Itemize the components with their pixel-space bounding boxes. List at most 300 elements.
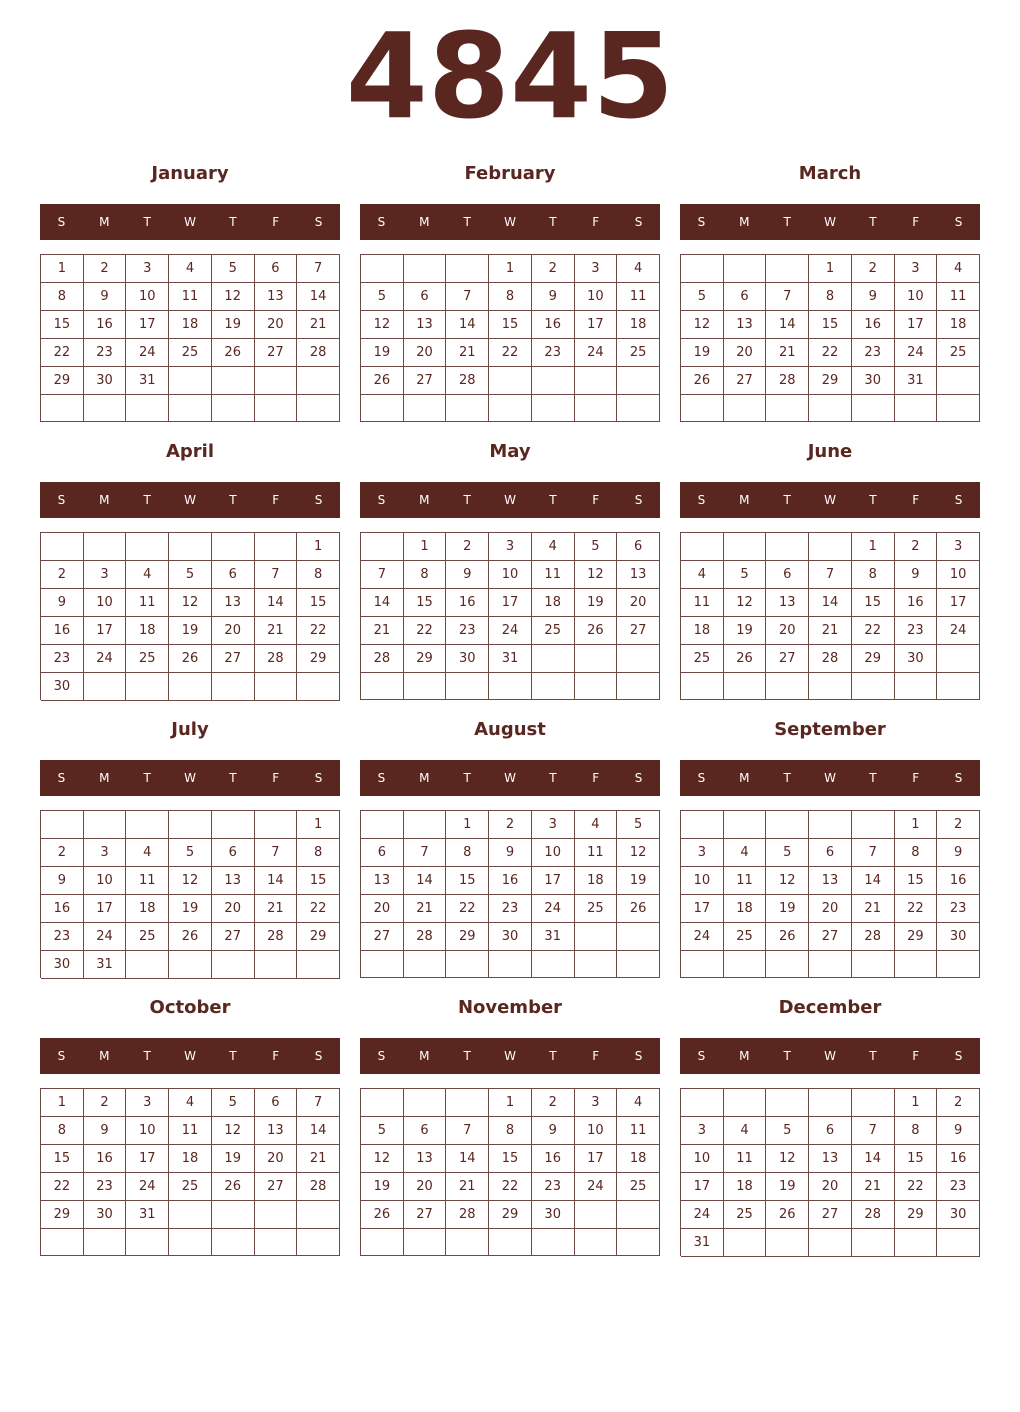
empty-cell <box>724 1089 767 1117</box>
day-cell: 1 <box>404 533 447 561</box>
weekday-label: F <box>592 493 600 507</box>
empty-cell <box>617 1201 660 1229</box>
day-cell: 23 <box>41 645 84 673</box>
day-cell: 2 <box>489 811 532 839</box>
weekday-header <box>360 204 660 240</box>
weekday-header <box>40 760 340 796</box>
day-cell: 28 <box>297 1173 340 1201</box>
weekday-label: S <box>57 493 66 507</box>
day-cell: 25 <box>724 1201 767 1229</box>
empty-cell <box>532 951 575 978</box>
empty-cell <box>937 395 980 422</box>
day-cell: 6 <box>404 1117 447 1145</box>
day-cell: 9 <box>41 867 84 895</box>
day-cell: 10 <box>84 867 127 895</box>
day-cell: 10 <box>126 283 169 311</box>
weekday-label: M <box>99 771 110 785</box>
weekday-header <box>680 1038 980 1074</box>
day-cell: 10 <box>126 1117 169 1145</box>
weekday-label: W <box>504 771 516 785</box>
weekday-label: S <box>954 771 963 785</box>
empty-cell <box>681 811 724 839</box>
day-cell: 14 <box>404 867 447 895</box>
day-cell: 9 <box>84 1117 127 1145</box>
empty-cell <box>575 923 618 951</box>
empty-cell <box>41 1229 84 1256</box>
day-cell: 6 <box>766 561 809 589</box>
day-cell: 15 <box>809 311 852 339</box>
empty-cell <box>766 1229 809 1257</box>
day-cell: 2 <box>41 839 84 867</box>
day-cell: 26 <box>361 367 404 395</box>
weekday-label: T <box>463 1049 471 1063</box>
empty-cell <box>297 1201 340 1229</box>
day-grid <box>360 810 660 978</box>
empty-cell <box>724 811 767 839</box>
day-cell: 21 <box>297 311 340 339</box>
day-cell: 3 <box>84 561 127 589</box>
empty-cell <box>937 951 980 978</box>
day-cell: 17 <box>575 311 618 339</box>
empty-cell <box>489 1229 532 1256</box>
day-cell: 22 <box>895 895 938 923</box>
empty-cell <box>852 1089 895 1117</box>
empty-cell <box>126 395 169 422</box>
day-cell: 28 <box>852 923 895 951</box>
empty-cell <box>255 533 298 561</box>
empty-cell <box>681 673 724 700</box>
day-cell: 23 <box>937 1173 980 1201</box>
weekday-label: T <box>143 771 151 785</box>
empty-cell <box>575 951 618 978</box>
day-cell: 10 <box>532 839 575 867</box>
day-cell: 12 <box>575 561 618 589</box>
day-grid <box>360 532 660 700</box>
day-cell: 28 <box>446 1201 489 1229</box>
day-cell: 30 <box>532 1201 575 1229</box>
day-cell: 4 <box>937 255 980 283</box>
empty-cell <box>446 1089 489 1117</box>
day-cell: 5 <box>766 839 809 867</box>
day-cell: 25 <box>724 923 767 951</box>
day-cell: 30 <box>895 645 938 673</box>
empty-cell <box>575 395 618 422</box>
day-cell: 11 <box>724 1145 767 1173</box>
empty-cell <box>532 645 575 673</box>
day-cell: 1 <box>809 255 852 283</box>
weekday-label: M <box>419 493 430 507</box>
day-cell: 22 <box>852 617 895 645</box>
day-cell: 25 <box>575 895 618 923</box>
day-cell: 5 <box>361 1117 404 1145</box>
empty-cell <box>809 533 852 561</box>
day-cell: 2 <box>84 255 127 283</box>
day-cell: 24 <box>937 617 980 645</box>
weekday-label: W <box>184 1049 196 1063</box>
weekday-label: F <box>272 215 280 229</box>
empty-cell <box>852 811 895 839</box>
empty-cell <box>575 367 618 395</box>
weekday-label: T <box>463 771 471 785</box>
weekday-label: M <box>419 771 430 785</box>
weekday-label: S <box>377 493 386 507</box>
day-cell: 14 <box>446 311 489 339</box>
day-cell: 12 <box>169 867 212 895</box>
empty-cell <box>617 923 660 951</box>
day-cell: 2 <box>532 1089 575 1117</box>
empty-cell <box>297 367 340 395</box>
day-cell: 27 <box>809 1201 852 1229</box>
day-cell: 6 <box>361 839 404 867</box>
day-cell: 1 <box>489 255 532 283</box>
empty-cell <box>575 645 618 673</box>
empty-cell <box>41 533 84 561</box>
weekday-label: S <box>634 493 643 507</box>
weekday-label: F <box>272 493 280 507</box>
empty-cell <box>724 951 767 978</box>
day-cell: 21 <box>297 1145 340 1173</box>
day-cell: 26 <box>766 1201 809 1229</box>
empty-cell <box>532 1229 575 1256</box>
day-cell: 13 <box>212 867 255 895</box>
weekday-label: T <box>229 771 237 785</box>
day-cell: 18 <box>681 617 724 645</box>
day-cell: 10 <box>575 283 618 311</box>
day-cell: 1 <box>895 1089 938 1117</box>
empty-cell <box>724 673 767 700</box>
day-cell: 7 <box>404 839 447 867</box>
day-cell: 25 <box>617 1173 660 1201</box>
day-cell: 14 <box>852 867 895 895</box>
day-grid <box>360 1088 660 1256</box>
weekday-label: T <box>783 1049 791 1063</box>
empty-cell <box>617 395 660 422</box>
day-cell: 28 <box>361 645 404 673</box>
day-cell: 20 <box>724 339 767 367</box>
weekday-label: T <box>229 1049 237 1063</box>
day-cell: 4 <box>169 1089 212 1117</box>
day-cell: 26 <box>766 923 809 951</box>
day-cell: 4 <box>169 255 212 283</box>
empty-cell <box>489 367 532 395</box>
day-cell: 24 <box>489 617 532 645</box>
day-cell: 17 <box>895 311 938 339</box>
empty-cell <box>169 1229 212 1256</box>
weekday-label: T <box>143 1049 151 1063</box>
weekday-label: S <box>314 1049 323 1063</box>
empty-cell <box>41 395 84 422</box>
day-cell: 25 <box>126 923 169 951</box>
day-cell: 23 <box>84 339 127 367</box>
day-cell: 5 <box>681 283 724 311</box>
day-cell: 22 <box>489 339 532 367</box>
empty-cell <box>895 395 938 422</box>
day-cell: 25 <box>681 645 724 673</box>
day-cell: 6 <box>212 839 255 867</box>
day-cell: 19 <box>169 617 212 645</box>
day-grid <box>40 810 340 978</box>
empty-cell <box>532 395 575 422</box>
month-title: September <box>774 719 886 740</box>
day-cell: 24 <box>84 645 127 673</box>
day-cell: 14 <box>852 1145 895 1173</box>
day-cell: 21 <box>404 895 447 923</box>
day-cell: 26 <box>575 617 618 645</box>
day-cell: 19 <box>361 1173 404 1201</box>
empty-cell <box>212 1201 255 1229</box>
day-cell: 22 <box>404 617 447 645</box>
weekday-label: F <box>912 1049 920 1063</box>
empty-cell <box>361 395 404 422</box>
day-cell: 7 <box>852 839 895 867</box>
day-cell: 29 <box>41 1201 84 1229</box>
empty-cell <box>404 673 447 700</box>
day-cell: 20 <box>809 895 852 923</box>
day-cell: 29 <box>895 923 938 951</box>
day-cell: 29 <box>809 367 852 395</box>
day-cell: 22 <box>489 1173 532 1201</box>
day-cell: 17 <box>681 895 724 923</box>
day-cell: 10 <box>681 1145 724 1173</box>
weekday-label: F <box>592 215 600 229</box>
day-cell: 2 <box>532 255 575 283</box>
day-cell: 20 <box>361 895 404 923</box>
weekday-label: T <box>783 215 791 229</box>
weekday-label: W <box>824 493 836 507</box>
day-cell: 16 <box>937 1145 980 1173</box>
empty-cell <box>852 1229 895 1257</box>
day-cell: 13 <box>724 311 767 339</box>
day-cell: 27 <box>724 367 767 395</box>
weekday-label: T <box>549 771 557 785</box>
day-cell: 3 <box>532 811 575 839</box>
day-cell: 17 <box>575 1145 618 1173</box>
day-cell: 3 <box>575 1089 618 1117</box>
day-cell: 7 <box>809 561 852 589</box>
day-cell: 4 <box>617 1089 660 1117</box>
day-cell: 29 <box>297 923 340 951</box>
day-cell: 20 <box>617 589 660 617</box>
day-cell: 21 <box>446 339 489 367</box>
empty-cell <box>361 533 404 561</box>
weekday-label: S <box>634 1049 643 1063</box>
day-cell: 11 <box>169 1117 212 1145</box>
day-cell: 27 <box>766 645 809 673</box>
empty-cell <box>169 533 212 561</box>
day-cell: 15 <box>489 311 532 339</box>
empty-cell <box>681 533 724 561</box>
day-cell: 7 <box>297 255 340 283</box>
day-cell: 3 <box>681 1117 724 1145</box>
day-cell: 26 <box>724 645 767 673</box>
weekday-label: M <box>99 215 110 229</box>
empty-cell <box>617 367 660 395</box>
empty-cell <box>212 367 255 395</box>
day-cell: 27 <box>212 645 255 673</box>
day-cell: 16 <box>937 867 980 895</box>
day-cell: 20 <box>809 1173 852 1201</box>
empty-cell <box>617 1229 660 1256</box>
empty-cell <box>681 951 724 978</box>
empty-cell <box>489 951 532 978</box>
day-cell: 7 <box>255 561 298 589</box>
day-cell: 12 <box>212 1117 255 1145</box>
empty-cell <box>766 811 809 839</box>
empty-cell <box>255 395 298 422</box>
day-cell: 7 <box>446 283 489 311</box>
day-cell: 7 <box>766 283 809 311</box>
empty-cell <box>212 951 255 979</box>
day-cell: 7 <box>361 561 404 589</box>
day-cell: 24 <box>532 895 575 923</box>
day-cell: 8 <box>895 839 938 867</box>
day-cell: 25 <box>169 1173 212 1201</box>
day-cell: 17 <box>84 895 127 923</box>
day-cell: 26 <box>681 367 724 395</box>
day-cell: 21 <box>361 617 404 645</box>
empty-cell <box>766 395 809 422</box>
empty-cell <box>617 645 660 673</box>
empty-cell <box>361 1089 404 1117</box>
weekday-label: T <box>869 215 877 229</box>
day-cell: 25 <box>617 339 660 367</box>
empty-cell <box>937 645 980 673</box>
empty-cell <box>724 255 767 283</box>
day-cell: 3 <box>937 533 980 561</box>
empty-cell <box>895 673 938 700</box>
weekday-label: S <box>314 771 323 785</box>
month-title: May <box>489 441 531 462</box>
empty-cell <box>617 673 660 700</box>
day-cell: 16 <box>895 589 938 617</box>
weekday-label: F <box>912 771 920 785</box>
empty-cell <box>297 951 340 979</box>
day-cell: 6 <box>404 283 447 311</box>
day-cell: 5 <box>575 533 618 561</box>
weekday-label: F <box>272 771 280 785</box>
weekday-label: T <box>143 215 151 229</box>
day-cell: 9 <box>41 589 84 617</box>
day-cell: 30 <box>937 1201 980 1229</box>
weekday-header <box>680 760 980 796</box>
day-cell: 19 <box>212 311 255 339</box>
day-cell: 1 <box>852 533 895 561</box>
day-cell: 25 <box>126 645 169 673</box>
empty-cell <box>126 811 169 839</box>
empty-cell <box>84 395 127 422</box>
empty-cell <box>404 811 447 839</box>
day-cell: 2 <box>84 1089 127 1117</box>
day-cell: 24 <box>575 1173 618 1201</box>
day-cell: 4 <box>575 811 618 839</box>
day-cell: 14 <box>255 589 298 617</box>
day-cell: 29 <box>41 367 84 395</box>
day-cell: 12 <box>169 589 212 617</box>
empty-cell <box>446 951 489 978</box>
day-cell: 29 <box>297 645 340 673</box>
day-cell: 8 <box>489 283 532 311</box>
empty-cell <box>852 395 895 422</box>
day-cell: 5 <box>724 561 767 589</box>
day-cell: 22 <box>41 1173 84 1201</box>
empty-cell <box>126 951 169 979</box>
day-cell: 9 <box>852 283 895 311</box>
day-cell: 21 <box>446 1173 489 1201</box>
empty-cell <box>212 533 255 561</box>
day-cell: 30 <box>41 673 84 701</box>
day-cell: 31 <box>681 1229 724 1257</box>
weekday-label: M <box>739 771 750 785</box>
month-title: June <box>807 441 853 462</box>
day-cell: 1 <box>895 811 938 839</box>
day-cell: 3 <box>489 533 532 561</box>
weekday-label: M <box>739 493 750 507</box>
day-cell: 2 <box>937 1089 980 1117</box>
empty-cell <box>766 1089 809 1117</box>
weekday-label: T <box>869 1049 877 1063</box>
day-cell: 8 <box>852 561 895 589</box>
weekday-label: W <box>504 1049 516 1063</box>
empty-cell <box>361 951 404 978</box>
day-cell: 21 <box>766 339 809 367</box>
month-title: January <box>151 163 229 184</box>
day-cell: 26 <box>212 1173 255 1201</box>
day-cell: 19 <box>361 339 404 367</box>
day-cell: 6 <box>255 1089 298 1117</box>
empty-cell <box>297 1229 340 1256</box>
empty-cell <box>766 951 809 978</box>
day-cell: 20 <box>404 339 447 367</box>
weekday-label: W <box>824 1049 836 1063</box>
day-cell: 20 <box>255 311 298 339</box>
day-cell: 19 <box>766 895 809 923</box>
day-cell: 30 <box>84 1201 127 1229</box>
empty-cell <box>212 673 255 701</box>
empty-cell <box>937 367 980 395</box>
empty-cell <box>212 1229 255 1256</box>
empty-cell <box>361 255 404 283</box>
day-cell: 11 <box>126 589 169 617</box>
day-cell: 4 <box>126 561 169 589</box>
weekday-label: T <box>229 493 237 507</box>
day-cell: 30 <box>84 367 127 395</box>
empty-cell <box>681 1089 724 1117</box>
empty-cell <box>724 533 767 561</box>
weekday-label: T <box>229 215 237 229</box>
empty-cell <box>852 951 895 978</box>
empty-cell <box>446 1229 489 1256</box>
day-cell: 9 <box>937 839 980 867</box>
day-cell: 21 <box>852 1173 895 1201</box>
day-cell: 26 <box>212 339 255 367</box>
day-cell: 25 <box>169 339 212 367</box>
day-cell: 15 <box>489 1145 532 1173</box>
day-cell: 14 <box>766 311 809 339</box>
day-cell: 30 <box>446 645 489 673</box>
day-grid <box>680 254 980 422</box>
day-cell: 15 <box>895 867 938 895</box>
day-cell: 18 <box>169 1145 212 1173</box>
day-cell: 13 <box>617 561 660 589</box>
empty-cell <box>212 395 255 422</box>
day-cell: 29 <box>489 1201 532 1229</box>
day-cell: 18 <box>724 895 767 923</box>
weekday-label: S <box>57 215 66 229</box>
day-cell: 1 <box>41 1089 84 1117</box>
weekday-label: S <box>314 493 323 507</box>
weekday-header <box>40 1038 340 1074</box>
empty-cell <box>404 255 447 283</box>
